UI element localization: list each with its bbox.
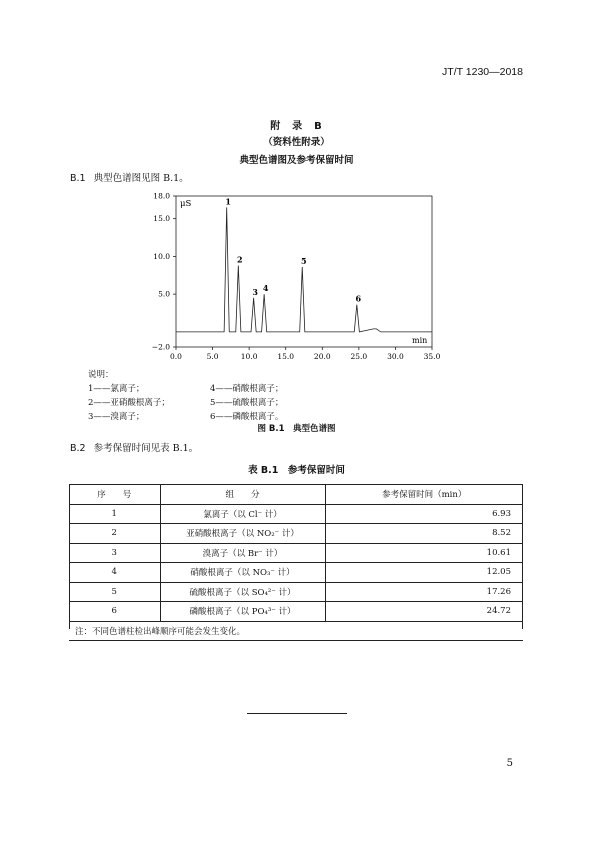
cell-component: 亚硝酸根离子（以 NO₂⁻ 计） <box>160 524 325 544</box>
figure-caption: 图 B.1 典型色谱图 <box>257 424 336 434</box>
standard-code: JT/T 1230—2018 <box>442 66 523 78</box>
x-tick-label: 30.0 <box>387 352 404 361</box>
cell-component: 溴离子（以 Br⁻ 计） <box>160 543 325 563</box>
x-tick-label: 0.0 <box>170 352 182 361</box>
x-tick-label: 20.0 <box>313 352 331 361</box>
legend-item: 4——硝酸根离子； <box>210 384 284 394</box>
cell-sequence: 2 <box>69 524 160 544</box>
cell-sequence: 5 <box>69 582 160 602</box>
clause-b2-text: 参考保留时间见表 B.1。 <box>93 443 199 454</box>
header-retention-time: 参考保留时间（min） <box>325 485 523 505</box>
cell-sequence: 1 <box>69 504 160 524</box>
table-caption: 表 B.1 参考保留时间 <box>248 465 345 476</box>
cell-retention-time: 8.52 <box>325 524 523 544</box>
table-note-row <box>69 621 523 641</box>
cell-retention-time: 24.72 <box>325 602 523 622</box>
legend-item: 5——硫酸根离子； <box>210 398 284 408</box>
peak-label: 5 <box>300 255 307 266</box>
header-component: 组 分 <box>160 485 325 505</box>
legend-item: 6——磷酸根离子。 <box>210 412 284 422</box>
plot-frame <box>176 196 432 347</box>
legend-title: 说明： <box>88 370 114 380</box>
peak-label: 4 <box>262 283 269 294</box>
table-row <box>69 543 523 563</box>
cell-component: 氯离子（以 Cl⁻ 计） <box>160 504 325 524</box>
annex-subtitle: （资料性附录） <box>263 137 330 148</box>
y-tick-label: 10.0 <box>153 251 170 261</box>
y-tick-label: 15.0 <box>153 214 170 224</box>
chromatogram-trace <box>176 207 432 332</box>
peak-label: 1 <box>225 196 231 207</box>
x-tick-label: 5.0 <box>206 352 219 361</box>
table-note: 注：不同色谱柱检出峰顺序可能会发生变化。 <box>69 621 523 641</box>
cell-sequence: 3 <box>69 543 160 563</box>
annex-title: 附 录 B <box>270 121 323 132</box>
chromatogram-chart <box>150 190 450 362</box>
peak-label: 3 <box>252 286 258 297</box>
x-tick-label: 10.0 <box>240 352 258 361</box>
header-sequence: 序 号 <box>69 485 160 505</box>
cell-sequence: 6 <box>69 602 160 622</box>
clause-b1-text: 典型色谱图见图 B.1。 <box>93 173 189 184</box>
table-header-row <box>69 485 523 505</box>
table-row <box>69 602 523 622</box>
cell-component: 磷酸根离子（以 PO₄³⁻ 计） <box>160 602 325 622</box>
legend-item: 1——氯离子； <box>88 384 145 394</box>
table-row <box>69 524 523 544</box>
peak-label: 2 <box>237 254 243 265</box>
legend-item: 3——溴离子； <box>88 412 145 422</box>
y-axis-unit: μS <box>180 199 192 209</box>
clause-b2-number: B.2 <box>70 443 86 454</box>
clause-b2 <box>70 440 198 454</box>
y-tick-label: 18.0 <box>153 191 170 201</box>
retention-time-table <box>69 484 523 641</box>
clause-b1-number: B.1 <box>70 173 86 184</box>
cell-component: 硫酸根离子（以 SO₄²⁻ 计） <box>160 582 325 602</box>
clause-b1 <box>70 170 189 184</box>
cell-retention-time: 17.26 <box>325 582 523 602</box>
y-tick-label: 5.0 <box>158 289 170 299</box>
cell-sequence: 4 <box>69 563 160 583</box>
x-tick-label: 15.0 <box>277 352 295 361</box>
legend-item: 2——亚硝酸根离子； <box>88 398 170 408</box>
cell-component: 硝酸根离子（以 NO₃⁻ 计） <box>160 563 325 583</box>
end-rule <box>247 713 347 714</box>
y-tick-label: −2.0 <box>151 342 170 352</box>
x-tick-label: 25.0 <box>350 352 368 361</box>
x-tick-label: 35.0 <box>423 352 441 361</box>
x-axis-unit: min <box>412 336 428 345</box>
peak-label: 6 <box>355 293 362 304</box>
cell-retention-time: 6.93 <box>325 504 523 524</box>
cell-retention-time: 12.05 <box>325 563 523 583</box>
table-row <box>69 582 523 602</box>
cell-retention-time: 10.61 <box>325 543 523 563</box>
table-row <box>69 504 523 524</box>
page-number: 5 <box>506 758 513 769</box>
annex-name: 典型色谱图及参考保留时间 <box>239 155 354 166</box>
table-row <box>69 563 523 583</box>
